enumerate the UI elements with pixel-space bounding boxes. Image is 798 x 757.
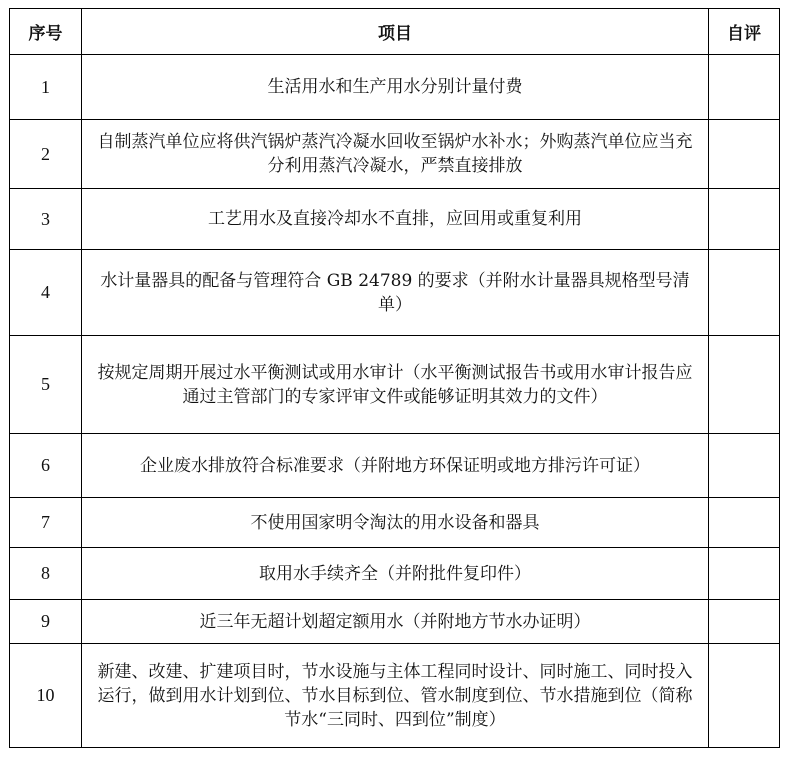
row-score-cell[interactable] (709, 120, 780, 189)
header-index: 序号 (10, 9, 82, 55)
row-item: 新建、改建、扩建项目时，节水设施与主体工程同时设计、同时施工、同时投入运行，做到用水计划到位、节水目标到位、管水制度到位、节水措施到位（简称节水“三同时、四到位”制度） (82, 644, 709, 748)
row-score-cell[interactable] (709, 250, 780, 336)
row-item: 生活用水和生产用水分别计量付费 (82, 55, 709, 120)
row-score-cell[interactable] (709, 189, 780, 250)
row-index: 5 (10, 336, 82, 434)
row-score-cell[interactable] (709, 336, 780, 434)
water-saving-checklist-table (9, 8, 780, 748)
header-row (10, 9, 780, 55)
row-score-cell[interactable] (709, 55, 780, 120)
table-row (10, 120, 780, 189)
row-index: 1 (10, 55, 82, 120)
row-item: 工艺用水及直接冷却水不直排，应回用或重复利用 (82, 189, 709, 250)
header-score: 自评 (709, 9, 780, 55)
table-row (10, 434, 780, 498)
row-item: 水计量器具的配备与管理符合 GB 24789 的要求（并附水计量器具规格型号清单） (82, 250, 709, 336)
row-index: 2 (10, 120, 82, 189)
row-index: 3 (10, 189, 82, 250)
table-row (10, 644, 780, 748)
table-row (10, 189, 780, 250)
row-index: 9 (10, 600, 82, 644)
row-score-cell[interactable] (709, 644, 780, 748)
row-item: 近三年无超计划超定额用水（并附地方节水办证明） (82, 600, 709, 644)
row-index: 4 (10, 250, 82, 336)
row-item: 取用水手续齐全（并附批件复印件） (82, 548, 709, 600)
row-score-cell[interactable] (709, 548, 780, 600)
table-row (10, 600, 780, 644)
row-score-cell[interactable] (709, 600, 780, 644)
table-row (10, 250, 780, 336)
row-item: 自制蒸汽单位应将供汽锅炉蒸汽冷凝水回收至锅炉水补水；外购蒸汽单位应当充分利用蒸汽冷凝水，严禁直接排放 (82, 120, 709, 189)
header-item: 项目 (82, 9, 709, 55)
row-index: 8 (10, 548, 82, 600)
table-row (10, 498, 780, 548)
row-score-cell[interactable] (709, 498, 780, 548)
table-row (10, 55, 780, 120)
row-item: 按规定周期开展过水平衡测试或用水审计（水平衡测试报告书或用水审计报告应通过主管部门的专家评审文件或能够证明其效力的文件） (82, 336, 709, 434)
row-item: 不使用国家明令淘汰的用水设备和器具 (82, 498, 709, 548)
row-index: 7 (10, 498, 82, 548)
table-row (10, 336, 780, 434)
table-row (10, 548, 780, 600)
row-index: 10 (10, 644, 82, 748)
row-item: 企业废水排放符合标准要求（并附地方环保证明或地方排污许可证） (82, 434, 709, 498)
row-score-cell[interactable] (709, 434, 780, 498)
row-index: 6 (10, 434, 82, 498)
